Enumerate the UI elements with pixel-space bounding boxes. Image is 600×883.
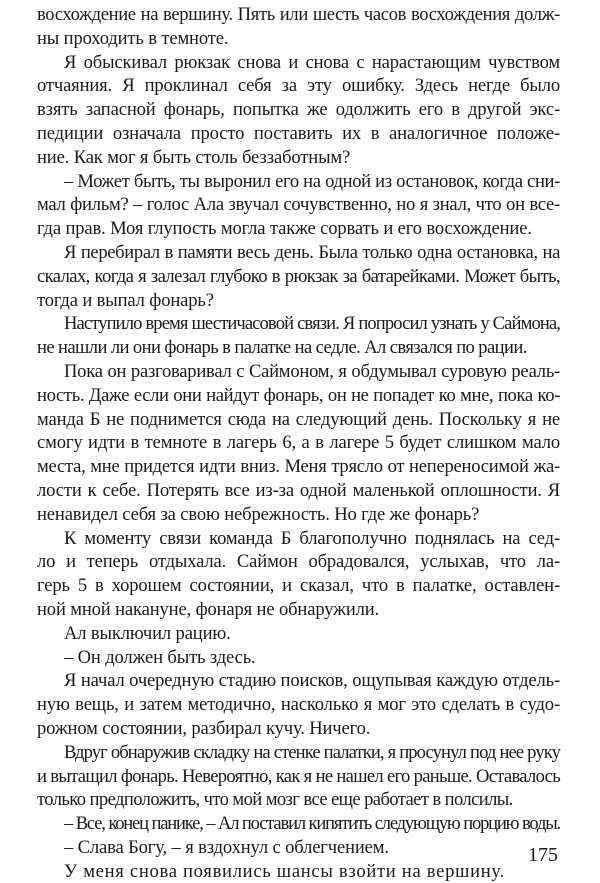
text-line: тогда и выпал фонарь?	[37, 289, 214, 311]
text-line: отчаяния. Я проклинал себя за эту ошибку. Здесь негде было	[37, 75, 560, 97]
text-line: герь 5 в хорошем состоянии, и сказал, что в палатке, оставлен-	[37, 575, 560, 597]
text-line: и вытащил фонарь. Невероятно, как я не нашел его раньше. Оставалось	[37, 765, 560, 787]
text-line: У меня снова появились шансы взойти на вершину.	[64, 860, 505, 882]
text-line: ло и теперь отдыхала. Саймон обрадовался, услыхав, что ла-	[37, 551, 560, 573]
text-line: скалах, когда я залезал глубоко в рюкзак за батарейками. Может быть,	[37, 265, 560, 287]
text-line: ную вещь, и затем методично, насколько я мог это сделать в судо-	[37, 694, 560, 716]
text-line: Наступило время шестичасовой связи. Я попросил узнать у Саймона,	[64, 313, 560, 335]
body-text	[37, 3, 560, 883]
text-line: – Слава Богу, – я вздохнул с облегчением.	[64, 836, 389, 858]
text-line: мал фильм? – голос Ала звучал сочувственно, но я знал, что он все-	[37, 194, 560, 216]
text-line: смогу идти в темноте в лагерь 6, а в лагере 5 будет слишком мало	[37, 432, 560, 454]
text-line: Ал выключил рацию.	[64, 622, 231, 644]
text-line: ние. Как мог я быть столь беззаботным?	[37, 146, 351, 168]
text-line: Вдруг обнаружив складку на стенке палатки, я просунул под нее руку	[64, 741, 560, 763]
text-line: ненавидел себя за свою небрежность. Но где же фонарь?	[37, 503, 480, 525]
text-line: педиции означала просто поставить их в аналогичное положе-	[37, 122, 560, 144]
text-line: Пока он разговаривал с Саймоном, я обдумывал суровую реаль-	[64, 360, 560, 382]
text-line: – Все, конец панике, – Ал поставил кипятить следующую порцию воды.	[64, 813, 560, 835]
text-line: ность. Даже если они найдут фонарь, он не попадет ко мне, пока ко-	[37, 384, 560, 406]
text-line: не нашли ли они фонарь в палатке на седле. Ал связался по рации.	[37, 337, 527, 359]
text-line: рожном состоянии, разбирал кучу. Ничего.	[37, 717, 371, 739]
text-line: места, мне придется идти вниз. Меня трясло от непереносимой жа-	[37, 456, 560, 478]
text-line: – Может быть, ты выронил его на одной из остановок, когда сни-	[64, 170, 560, 192]
text-line: К моменту связи команда Б благополучно поднялась на сед-	[64, 527, 560, 549]
text-line: ны проходить в темноте.	[37, 27, 229, 49]
text-line: восхождение на вершину. Пять или шесть часов восхождения долж-	[37, 4, 560, 25]
text-line: гда прав. Моя глупость могла также сорвать и его восхождение.	[37, 218, 532, 240]
text-line: лости к себе. Потерять все из-за одной маленькой оплошности. Я	[37, 479, 560, 501]
text-line: Я перебирал в памяти весь день. Была только одна остановка, на	[64, 241, 560, 263]
text-line: – Он должен быть здесь.	[64, 646, 256, 668]
text-line: ной мной накануне, фонаря не обнаружили.	[37, 598, 380, 620]
text-line: Я обыскивал рюкзак снова и снова с нарастающим чувством	[64, 51, 560, 73]
text-line: Я начал очередную стадию поисков, ощупывая каждую отдель-	[64, 670, 560, 692]
text-line: манда Б не поднимется сюда на следующий день. Поскольку я не	[37, 408, 560, 430]
text-line: взять запасной фонарь, попытка же одолжить его в другой экс-	[37, 99, 560, 121]
text-line: только предположить, что мой мозг все еще работает в полсилы.	[37, 789, 513, 811]
page-number: 175	[528, 844, 558, 866]
